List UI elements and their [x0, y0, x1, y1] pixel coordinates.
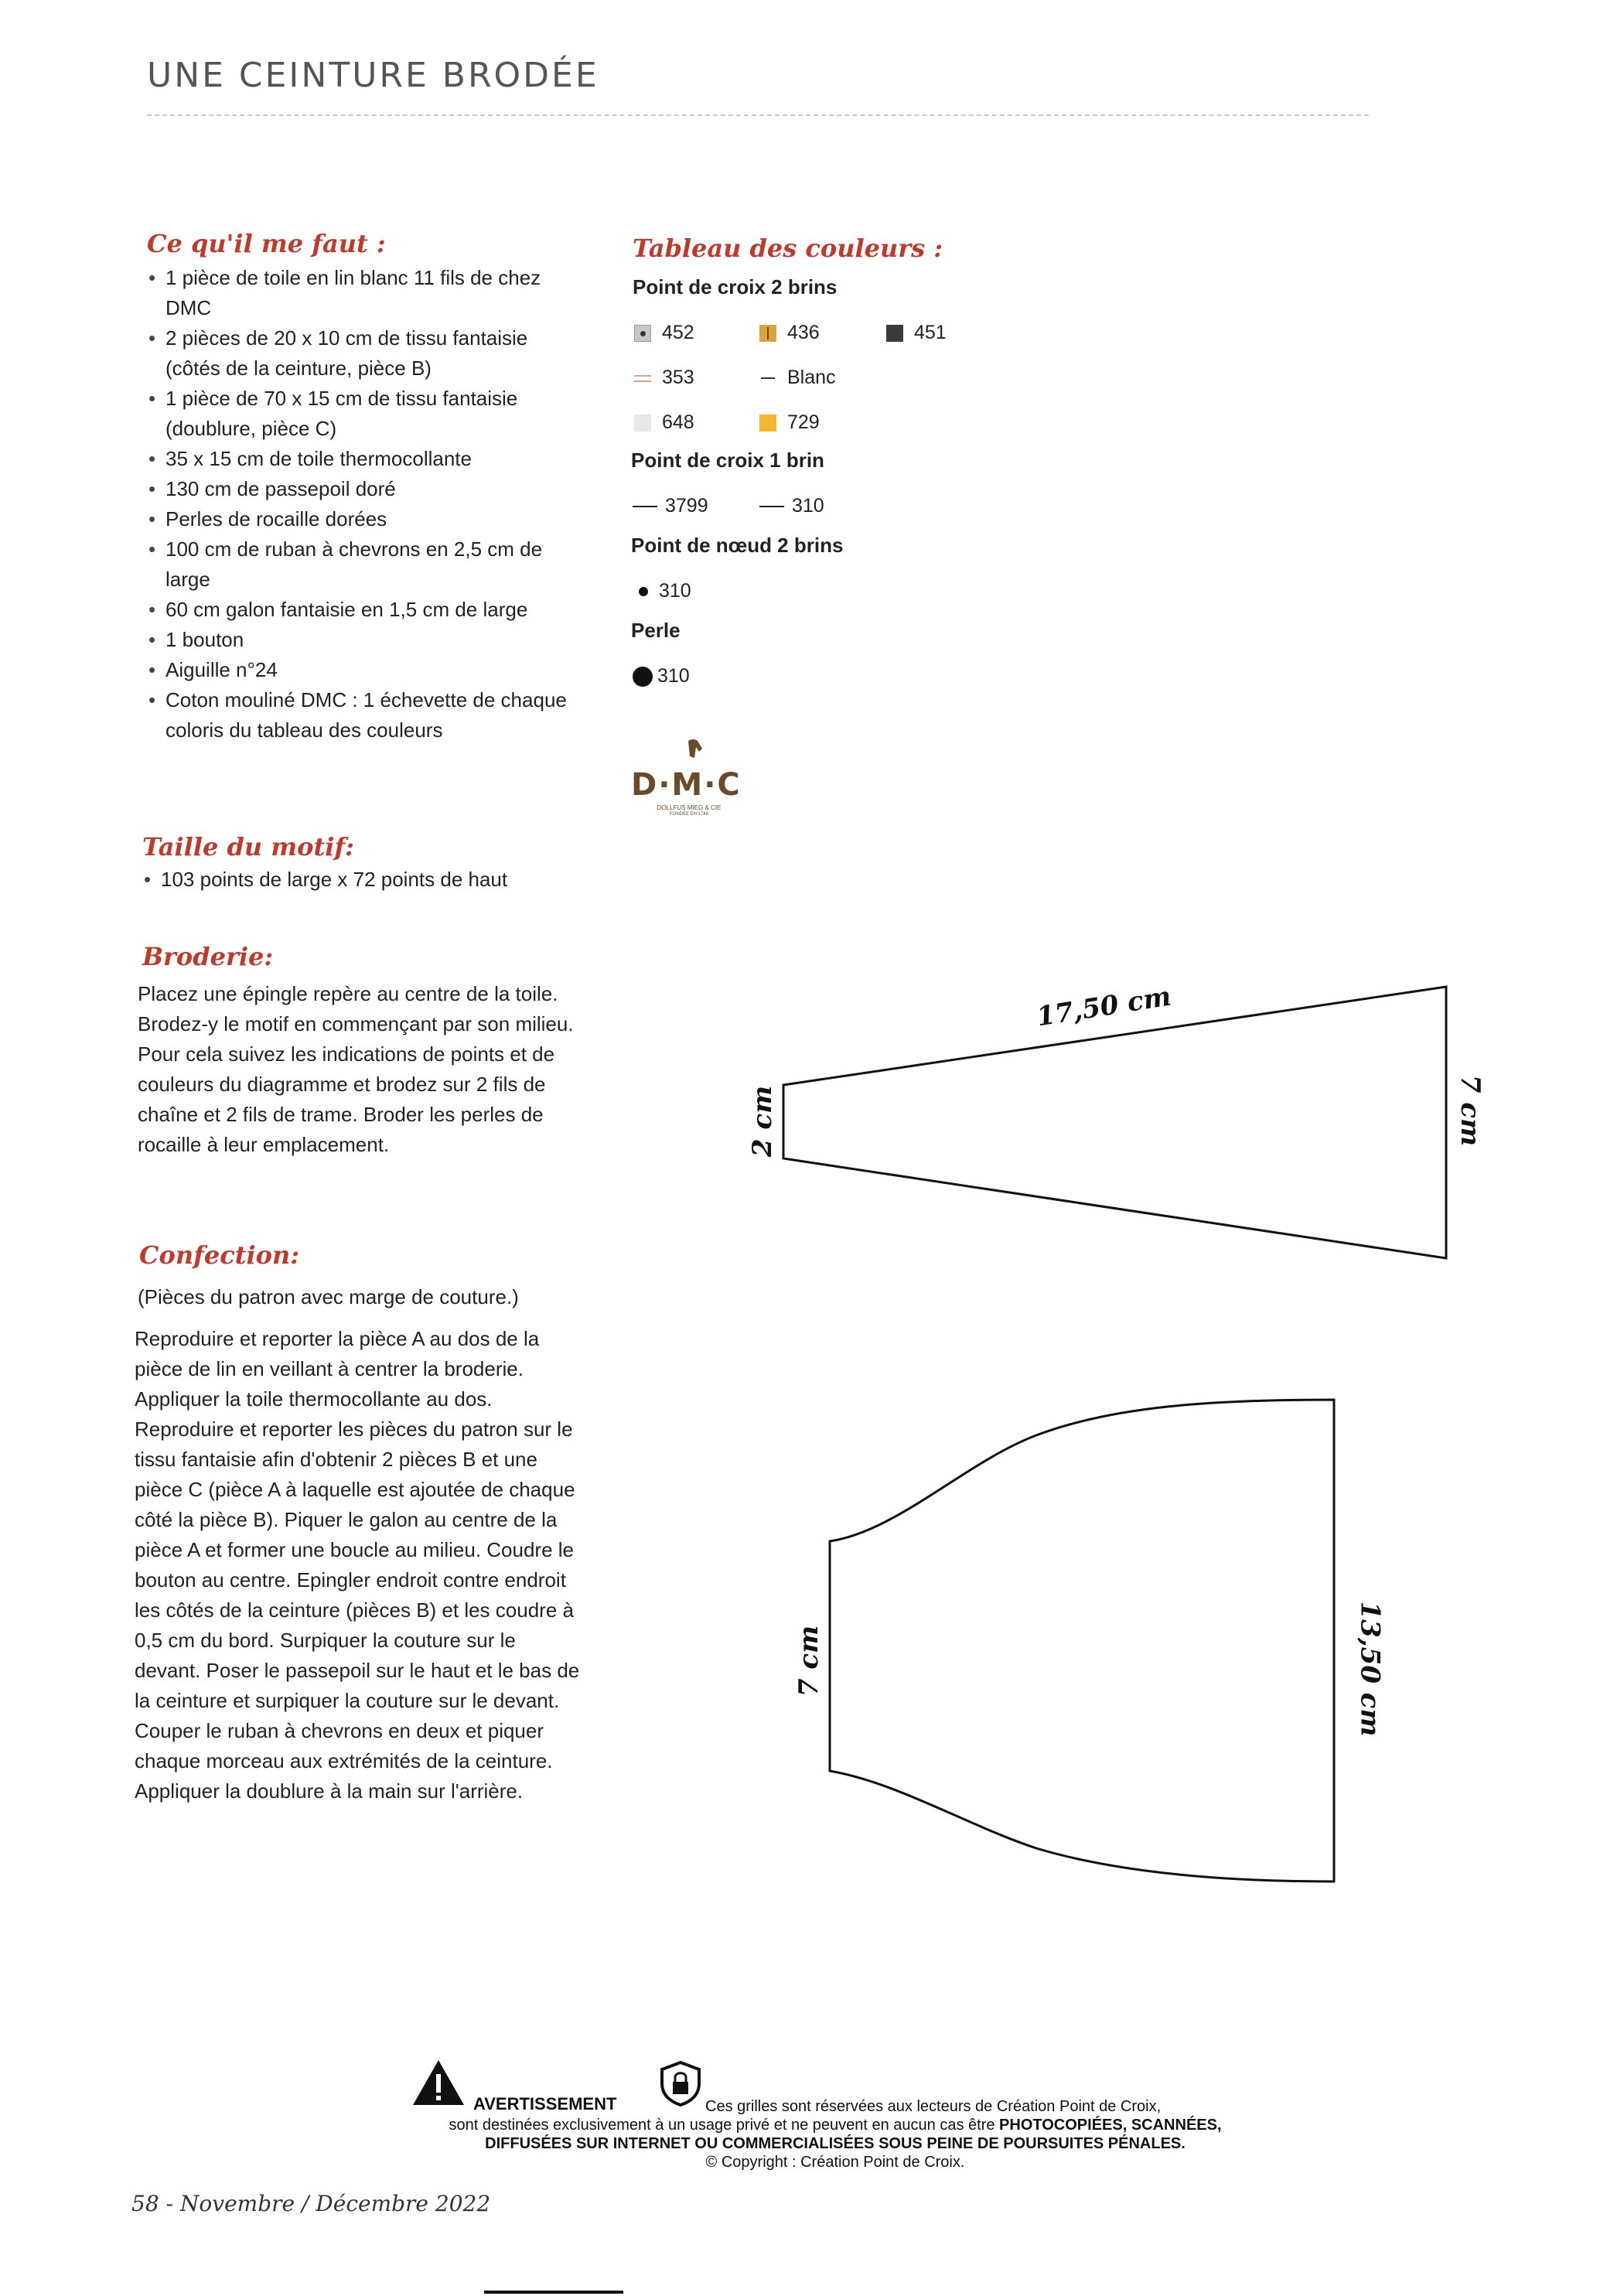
- assembly-heading: Confection:: [139, 1240, 300, 1270]
- warning-line4: © Copyright : Création Point de Croix.: [705, 2154, 965, 2171]
- color-353: 353: [634, 367, 694, 389]
- list-item: • 1 pièce de toile en lin blanc 11 fils de chez DMC: [147, 263, 580, 323]
- list-item: • 1 bouton: [147, 625, 580, 655]
- list-item: • Perles de rocaille dorées: [147, 504, 580, 534]
- colors-heading: Tableau des couleurs :: [633, 234, 943, 263]
- dim-left-a: 2 cm: [747, 1085, 779, 1158]
- cross1-label: Point de croix 1 brin: [631, 449, 824, 472]
- lock-shield-icon: [659, 2060, 702, 2107]
- dmc-sub2: FONDÉE EN 1746: [669, 812, 709, 817]
- color-310-pearl: 310: [633, 665, 690, 687]
- list-item: • Aiguille n°24: [147, 655, 580, 685]
- color-436: 436: [759, 322, 820, 344]
- dmc-wordmark: D·M·C: [631, 767, 742, 803]
- color-310-backstitch: 310: [759, 495, 824, 517]
- color-452: 452: [634, 322, 694, 344]
- list-item: • 60 cm galon fantaisie en 1,5 cm de large: [147, 595, 580, 625]
- pattern-piece-a: [783, 987, 1446, 1258]
- warning-icon: [411, 2059, 466, 2107]
- page-footer: 58 - Novembre / Décembre 2022: [131, 2191, 491, 2216]
- embroidery-heading: Broderie:: [142, 942, 274, 971]
- warning-line3: DIFFUSÉES SUR INTERNET OU COMMERCIALISÉES SOUS PEINE DE POURSUITES PÉNALES.: [485, 2135, 1186, 2152]
- materials-heading: Ce qu'il me faut :: [147, 229, 386, 258]
- embroidery-text: Placez une épingle repère au centre de la toile. Brodez-y le motif en commençant par son milieu. Pour cela suivez les indications de points et de couleurs du diagramme et brodez sur 2 fils de chaîne et 2 fils de trame. Broder les perles de rocaille à leur emplacement.: [138, 982, 574, 1156]
- list-item: • 100 cm de ruban à chevrons en 2,5 cm de large: [147, 534, 580, 595]
- list-item: • 2 pièces de 20 x 10 cm de tissu fantaisie (côtés de la ceinture, pièce B): [147, 323, 580, 384]
- motif-heading: Taille du motif:: [142, 832, 354, 861]
- color-310-knot: 310: [633, 580, 691, 602]
- pearl-label: Perle: [631, 619, 681, 642]
- pattern-piece-b: [830, 1400, 1334, 1881]
- list-item: • 1 pièce de 70 x 15 cm de tissu fantaisie (doublure, pièce C): [147, 384, 580, 444]
- dmc-sub1: DOLLFUS MIEG & CIE: [657, 804, 722, 811]
- color-729: 729: [759, 411, 820, 434]
- dim-left-b: 7 cm: [793, 1625, 825, 1697]
- warning-title: AVERTISSEMENT: [473, 2094, 617, 2113]
- dim-right-b: 13,50 cm: [1354, 1601, 1386, 1737]
- color-3799: 3799: [633, 495, 708, 517]
- color-451: 451: [886, 322, 947, 344]
- list-item: • Coton mouliné DMC : 1 échevette de chaque coloris du tableau des couleurs: [147, 685, 580, 745]
- bottom-rule: [484, 2291, 623, 2294]
- cross2-label: Point de croix 2 brins: [633, 275, 838, 299]
- color-648: 648: [634, 411, 694, 434]
- dim-right-a: 7 cm: [1455, 1074, 1486, 1147]
- list-item: • 103 points de large x 72 points de haut: [142, 865, 575, 895]
- color-blanc: Blanc: [759, 367, 836, 389]
- warning-line1: Ces grilles sont réservées aux lecteurs de Création Point de Croix,: [705, 2098, 1162, 2115]
- assembly-text: Reproduire et reporter la pièce A au dos de la pièce de lin en veillant à centrer la broderie. Appliquer la toile thermocollante au dos. Reproduire et reporter les pièces du patron sur le tissu fantaisie afin d'obtenir 2 pièces B et une pièce C (pièce A à laquelle est ajoutée de chaque côté la pièce B). Piquer le galon au centre de la pièce A et former une boucle au milieu. Coudre le bouton au centre. Epingler endroit contre endroit les côtés de la ceinture (pièces B) et les coudre à 0,5 cm du bord. Surpiquer la couture sur le devant. Poser le passepoil sur le haut et le bas de la ceinture et surpiquer la couture sur le devant. Couper le ruban à chevrons en deux et piquer chaque morceau aux extrémités de la ceinture. Appliquer la doublure à la main sur l'arrière.: [135, 1327, 580, 1803]
- list-item: • 130 cm de passepoil doré: [147, 474, 580, 504]
- page-title: UNE CEINTURE BRODÉE: [147, 56, 599, 95]
- dim-length-a: 17,50 cm: [1034, 981, 1174, 1033]
- warning-line2: sont destinées exclusivement à un usage privé et ne peuvent en aucun cas être PHOTOCOPIÉES, SCANNÉES,: [449, 2117, 1222, 2134]
- knot-label: Point de nœud 2 brins: [631, 534, 844, 557]
- list-item: • 35 x 15 cm de toile thermocollante: [147, 444, 580, 474]
- assembly-note: (Pièces du patron avec marge de couture.): [138, 1285, 519, 1308]
